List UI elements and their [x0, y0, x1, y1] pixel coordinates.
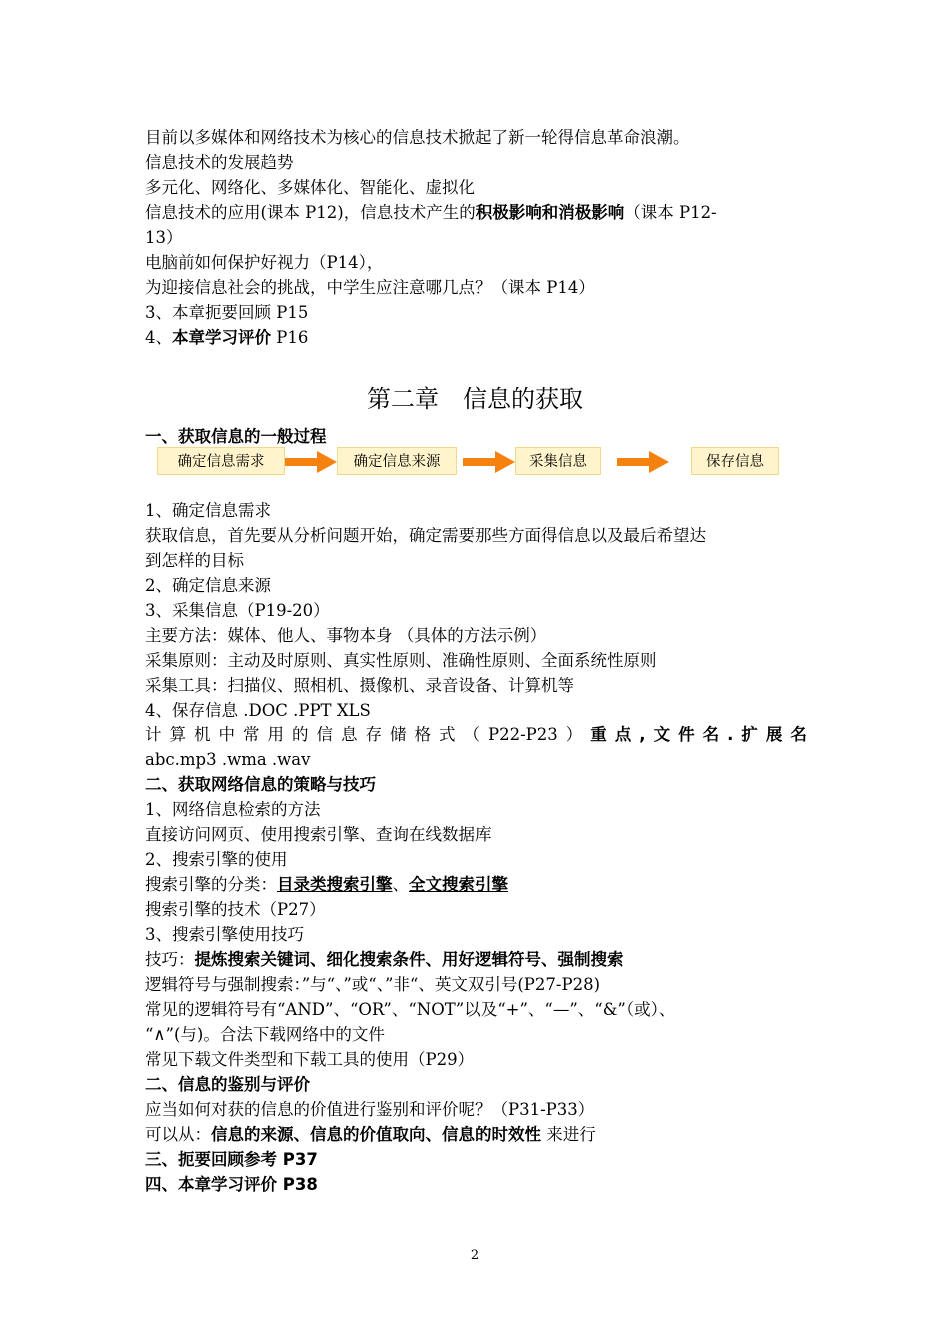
text-span: 4、 — [145, 328, 172, 347]
section-heading: 二、获取网络信息的策略与技巧 — [145, 775, 376, 794]
justified-word: 存 — [365, 725, 382, 744]
section-heading: 四、本章学习评价 P38 — [145, 1175, 318, 1194]
text-span: （课本 P12- — [624, 203, 717, 222]
text-line: 多元化、网络化、多媒体化、智能化、虚拟化 — [145, 178, 475, 197]
text-span: 来进行 — [541, 1125, 596, 1144]
flow-step: 确定信息需求 — [157, 447, 285, 475]
justified-bold-word: 扩 — [741, 725, 758, 744]
justified-word: 息 — [341, 725, 358, 744]
justified-bold-word: , — [639, 725, 646, 744]
arrow-right-icon — [285, 451, 337, 473]
justified-bold-word: 名 — [702, 725, 720, 744]
justified-word: 式 — [439, 725, 456, 744]
section-heading: 三、扼要回顾参考 P37 — [145, 1150, 318, 1169]
justified-bold-word: 重 — [590, 725, 607, 744]
text-line: 电脑前如何保护好视力（P14）， — [145, 253, 384, 272]
page-number: 2 — [470, 1248, 480, 1263]
text-line: 4、保存信息 .DOC .PPT XLS — [145, 701, 371, 720]
text-line: abc.mp3 .wma .wav — [145, 750, 311, 769]
text-span: 可以从： — [145, 1125, 211, 1144]
arrow-right-icon — [463, 451, 515, 473]
justified-word: 储 — [390, 725, 407, 744]
text-line: 应当如何对获的信息的价值进行鉴别和评价呢？（P31-P33） — [145, 1100, 595, 1119]
text-line: 采集原则：主动及时原则、真实性原则、准确性原则、全面系统性原则 — [145, 651, 657, 670]
text-line: “∧”(与)。合法下载网络中的文件 — [145, 1025, 385, 1044]
text-line: 主要方法：媒体、他人、事物本身 （具体的方法示例） — [145, 626, 547, 645]
justified-bold-word: 件 — [678, 725, 695, 744]
text-line: 采集工具：扫描仪、照相机、摄像机、录音设备、计算机等 — [145, 676, 574, 695]
justified-word: 中 — [218, 725, 235, 744]
text-line: 1、网络信息检索的方法 — [145, 800, 321, 819]
bold-text: 信息的来源、信息的价值取向、信息的时效性 — [211, 1125, 541, 1144]
bold-text: 提炼搜索关键词、细化搜索条件、用好逻辑符号、强制搜索 — [194, 950, 624, 969]
text-line: 3、本章扼要回顾 P15 — [145, 303, 309, 322]
text-line — [145, 873, 508, 897]
flow-step: 确定信息来源 — [337, 447, 457, 475]
justified-bold-word: . — [727, 725, 734, 744]
text-line: 常见下载文件类型和下载工具的使用（P29） — [145, 1050, 475, 1069]
text-line: 为迎接信息社会的挑战，中学生应注意哪几点？（课本 P14） — [145, 278, 595, 297]
text-line: 直接访问网页、使用搜索引擎、查询在线数据库 — [145, 825, 492, 844]
justified-word: 常 — [243, 725, 260, 744]
justified-bold-word: 点 — [614, 725, 632, 744]
text-line: 13） — [145, 228, 183, 247]
arrow-right-icon — [617, 451, 669, 473]
justified-word: 计 — [145, 725, 162, 744]
text-line: 搜索引擎的技术（P27） — [145, 900, 326, 919]
section-heading: 二、信息的鉴别与评价 — [145, 1075, 310, 1094]
text-line: 到怎样的目标 — [145, 551, 244, 570]
text-line: 逻辑符号与强制搜索：”与“、”或“、”非“、英文双引号(P27-P28) — [145, 975, 601, 994]
text-span: 技巧： — [145, 950, 195, 969]
chapter-title: 第二章 信息的获取 — [367, 385, 583, 413]
bold-text: 本章学习评价 — [172, 328, 271, 347]
justified-text-line — [145, 723, 807, 747]
justified-word: （ — [463, 725, 480, 744]
text-line: 1、确定信息需求 — [145, 501, 271, 520]
justified-word: ） — [565, 725, 583, 744]
text-span: 搜索引擎的分类： — [145, 875, 277, 894]
section-heading: 一、获取信息的一般过程 — [145, 427, 327, 446]
text-line: 2、确定信息来源 — [145, 576, 271, 595]
bold-text: 积极影响和消极影响 — [475, 203, 625, 222]
text-line: 常见的逻辑符号有“AND”、“OR”、“NOT”以及“+”、“—”、“&”（或）、 — [145, 1000, 676, 1019]
text-span: 、 — [392, 875, 409, 894]
flow-step: 保存信息 — [691, 447, 779, 475]
text-line — [145, 1123, 596, 1147]
justified-word: 算 — [169, 725, 186, 744]
justified-word: P22-P23 — [488, 725, 558, 744]
justified-word: 用 — [267, 725, 284, 744]
justified-word: 格 — [414, 725, 431, 744]
justified-bold-word: 名 — [790, 725, 807, 744]
text-span: 信息技术的应用(课本 P12)，信息技术产生的 — [145, 203, 476, 222]
text-line: 2、搜索引擎的使用 — [145, 850, 288, 869]
text-line: 3、搜索引擎使用技巧 — [145, 925, 304, 944]
process-flow — [145, 447, 805, 477]
justified-word: 机 — [194, 725, 211, 744]
text-line — [145, 326, 308, 350]
flow-step: 采集信息 — [515, 447, 601, 475]
text-line — [145, 201, 717, 225]
text-line: 目前以多媒体和网络技术为核心的信息技术掀起了新一轮得信息革命浪潮。 — [145, 128, 690, 147]
text-line: 信息技术的发展趋势 — [145, 153, 294, 172]
justified-bold-word: 展 — [765, 725, 783, 744]
justified-bold-word: 文 — [653, 725, 671, 744]
justified-word: 信 — [316, 725, 333, 744]
text-span: P16 — [271, 328, 309, 347]
underlined-term: 目录类搜索引擎 — [277, 875, 393, 894]
text-line — [145, 948, 624, 972]
justified-word: 的 — [292, 725, 309, 744]
text-line: 3、采集信息（P19-20） — [145, 601, 330, 620]
text-line: 获取信息，首先要从分析问题开始，确定需要那些方面得信息以及最后希望达 — [145, 526, 706, 545]
underlined-term: 全文搜索引擎 — [409, 875, 508, 894]
